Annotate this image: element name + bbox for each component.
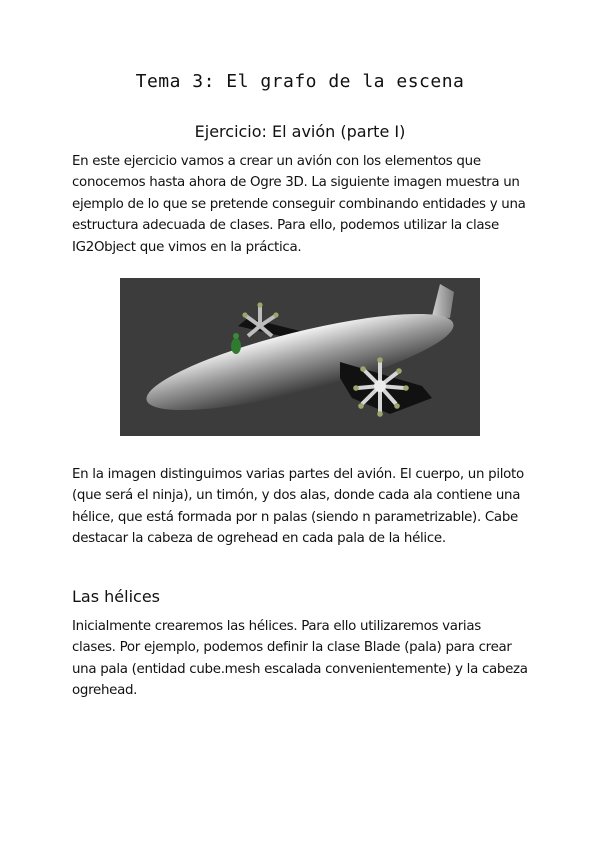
description-paragraph (72, 464, 542, 550)
text-line: clases. Por ejemplo, podemos definir la clase Blade (pala) para crear (72, 640, 512, 656)
text-line: estructura adecuada de clases. Para ello, podemos utilizar la clase (72, 218, 499, 234)
text-line: ogrehead. (72, 683, 138, 699)
text-line: una pala (entidad cube.mesh escalada convenientemente) y la cabeza (72, 661, 528, 677)
text-line: hélice, que está formada por n palas (siendo n parametrizable). Cabe (72, 509, 518, 525)
text-line: En este ejercicio vamos a crear un avión con los elementos que (72, 154, 481, 169)
intro-paragraph (72, 151, 542, 258)
text-line: En la imagen distinguimos varias partes del avión. El cuerpo, un piloto (72, 467, 524, 482)
text-line: IG2Object que vimos en la práctica. (72, 239, 302, 255)
text-line: (que será el ninja), un timón, y dos alas, donde cada ala contiene una (72, 488, 521, 504)
airplane-render-image (120, 278, 480, 436)
exercise-title: Ejercicio: El avión (parte I) (194, 122, 406, 141)
text-line: ejemplo de lo que se pretende conseguir combinando entidades y una (72, 196, 526, 212)
text-line: Inicialmente crearemos las hélices. Para ello utilizaremos varias (72, 619, 481, 634)
helices-heading: Las hélices (72, 587, 160, 606)
helices-paragraph (72, 616, 542, 702)
text-line: destacar la cabeza de ogrehead en cada pala de la hélice. (72, 531, 446, 547)
airplane-render-svg (120, 278, 480, 436)
page-title: Tema 3: El grafo de la escena (135, 71, 465, 92)
text-line: conocemos hasta ahora de Ogre 3D. La siguiente imagen muestra un (72, 175, 520, 191)
